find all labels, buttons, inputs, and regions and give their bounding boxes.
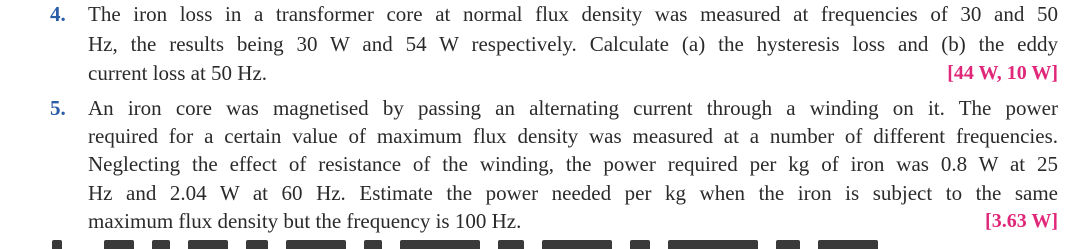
problem-text-line: Hz, the results being 30 W and 54 W respectively. Calculate (a) the hysteresis loss and (b) the eddy	[88, 32, 1058, 56]
problem-number: 4.	[50, 2, 66, 26]
problem-text-line: An iron core was magnetised by passing an alternating current through a winding on it. The power	[88, 96, 1058, 120]
problem-text-line: current loss at 50 Hz.	[88, 61, 268, 85]
problem-text-line: Hz and 2.04 W at 60 Hz. Estimate the power needed per kg when the iron is subject to the same	[88, 181, 1058, 205]
problem-text-line: required for a certain value of maximum flux density was measured at a number of different frequencies.	[88, 124, 1058, 148]
problem-text-line: maximum flux density but the frequency is 100 Hz.	[88, 209, 522, 233]
answer-label: [3.63 W]	[985, 210, 1058, 232]
answer-label: [44 W, 10 W]	[947, 62, 1058, 84]
problem-text-line: The iron loss in a transformer core at normal flux density was measured at frequencies of 30 and 50	[88, 2, 1058, 26]
problem-text-line: Neglecting the effect of resistance of the winding, the power required per kg of iron was 0.8 W at 25	[88, 152, 1058, 176]
cropped-text-fragment	[50, 240, 1050, 249]
problem-number: 5.	[50, 96, 66, 120]
